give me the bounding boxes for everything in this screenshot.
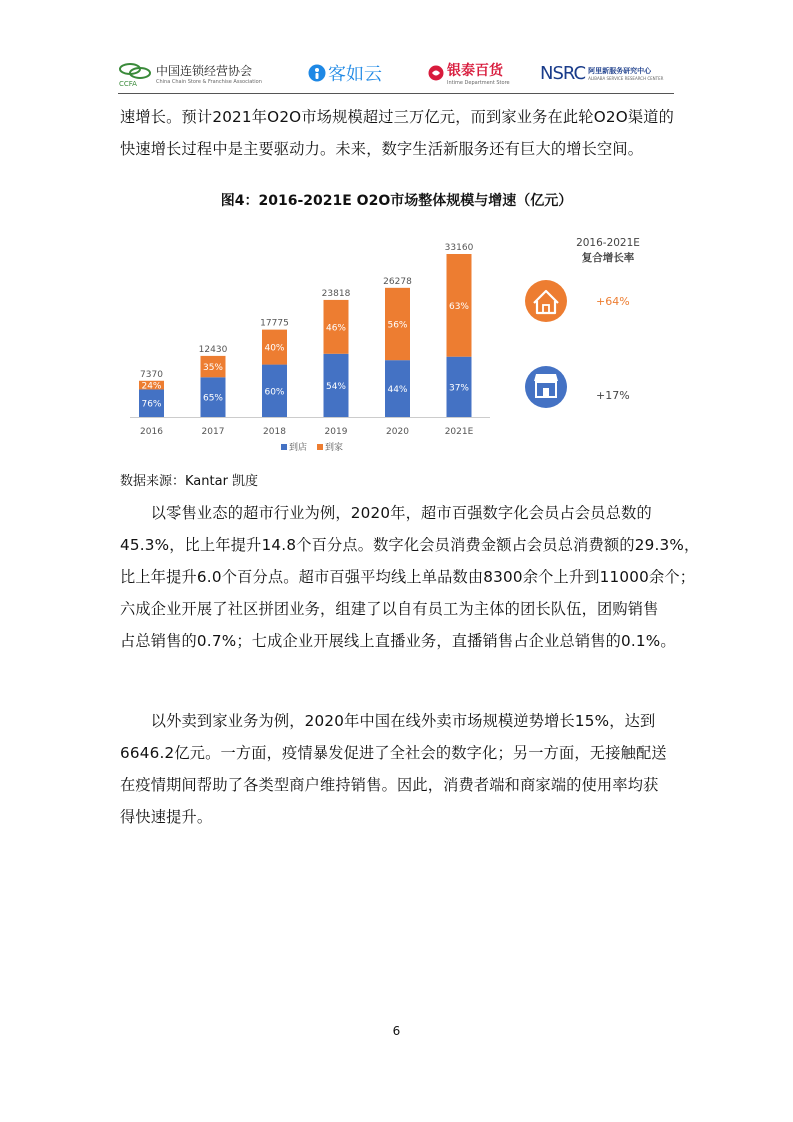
category-label: 2021E	[444, 427, 474, 437]
legend-swatch-daodian	[281, 444, 287, 450]
text-line: 快速增长过程中是主要驱动力。未来，数字生活新服务还有巨大的增长空间。	[120, 140, 644, 158]
total-label: 23818	[321, 288, 351, 299]
total-label: 17775	[260, 318, 289, 329]
nsrc-abbr: NSRC	[540, 62, 586, 84]
category-label: 2019	[324, 427, 348, 437]
nsrc-subtitle: ALIBABA SERVICE RESEARCH CENTER	[588, 75, 664, 81]
store-icon	[525, 366, 567, 408]
yintai-mark-icon	[428, 65, 444, 81]
total-label: 33160	[444, 243, 474, 253]
nsrc-cn-name: 阿里新服务研究中心	[588, 66, 652, 75]
ccfa-emblem-icon	[118, 59, 152, 87]
share-label-daodian: 60%	[264, 387, 285, 398]
data-source: 数据来源：Kantar 凯度	[120, 474, 259, 489]
keruyun-name: 客如云	[328, 64, 382, 85]
paragraph-takeaway	[120, 705, 680, 833]
ccfa-logo	[118, 58, 262, 88]
share-label-daodian: 65%	[202, 393, 224, 404]
legend-label-daojia: 到家	[325, 443, 344, 453]
intro-paragraph	[120, 101, 680, 165]
legend-label-daodian: 到店	[289, 443, 308, 453]
o2o-market-chart	[130, 225, 650, 460]
yintai-logo	[428, 58, 510, 88]
store-icon-awning	[534, 374, 558, 381]
ccfa-abbr: CCFA	[119, 80, 137, 87]
keruyun-logo	[308, 58, 382, 88]
store-icon-door	[543, 388, 549, 397]
share-label-daojia: 63%	[448, 301, 470, 312]
category-label: 2016	[140, 427, 163, 437]
category-label: 2017	[201, 427, 225, 437]
share-label-daodian: 76%	[141, 399, 162, 410]
share-label-daojia: 40%	[264, 343, 285, 354]
legend-swatch-daojia	[317, 444, 323, 450]
house-icon	[525, 280, 567, 322]
ccfa-name: 中国连锁经营协会	[156, 63, 253, 78]
share-label-daodian: 44%	[387, 385, 408, 396]
total-label: 12430	[198, 344, 228, 355]
cagr-value-daojia: +64%	[596, 295, 630, 308]
share-label-daojia: 46%	[325, 323, 347, 334]
text-line: 六成企业开展了社区拼团业务，组建了以自有员工为主体的团长队伍，团购销售	[120, 600, 659, 618]
category-label: 2018	[263, 427, 286, 437]
cagr-title-line2: 复合增长率	[581, 252, 635, 264]
share-label-daodian: 54%	[325, 381, 347, 392]
share-label-daojia: 24%	[141, 381, 162, 392]
total-label: 26278	[383, 276, 412, 287]
yintai-name: 银泰百货	[447, 63, 503, 79]
cagr-title-line1: 2016-2021E	[576, 237, 640, 249]
text-line: 在疫情期间帮助了各类型商户维持销售。因此，消费者端和商家端的使用率均获	[120, 776, 659, 794]
text-line: 占总销售的0.7%；七成企业开展线上直播业务，直播销售占企业总销售的0.1%。	[120, 632, 676, 650]
text-line: 45.3%，比上年提升14.8个百分点。数字化会员消费金额占会员总消费额的29.3%，	[120, 536, 700, 554]
text-line: 速增长。预计2021年O2O市场规模超过三万亿元，而到家业务在此轮O2O渠道的	[120, 108, 675, 126]
paragraph-supermarket	[120, 497, 700, 657]
text-line: 以零售业态的超市行业为例，2020年，超市百强数字化会员占会员总数的	[120, 504, 652, 522]
header-divider	[118, 93, 674, 94]
text-line: 以外卖到家业务为例，2020年中国在线外卖市场规模逆势增长15%，达到	[120, 712, 656, 730]
text-line: 得快速提升。	[120, 808, 213, 826]
cagr-value-daodian: +17%	[596, 389, 630, 402]
page-number: 6	[392, 1024, 401, 1038]
nsrc-logo	[540, 58, 663, 88]
total-label: 7370	[140, 369, 163, 380]
share-label-daojia: 35%	[202, 363, 224, 374]
figure-title: 图4：2016-2021E O2O市场整体规模与增速（亿元）	[220, 193, 573, 209]
text-line: 比上年提升6.0个百分点。超市百强平均线上单品数由8300余个上升到11000余个；	[120, 568, 696, 586]
category-label: 2020	[386, 427, 409, 437]
page-header	[118, 58, 678, 90]
share-label-daojia: 56%	[387, 320, 408, 331]
ccfa-subtitle: China Chain Store & Franchise Association	[156, 78, 262, 85]
keruyun-mark-icon	[308, 64, 326, 82]
text-line: 6646.2亿元。一方面，疫情暴发促进了全社会的数字化；另一方面，无接触配送	[120, 744, 667, 762]
share-label-daodian: 37%	[448, 383, 470, 394]
yintai-subtitle: Intime Department Store	[447, 80, 510, 86]
